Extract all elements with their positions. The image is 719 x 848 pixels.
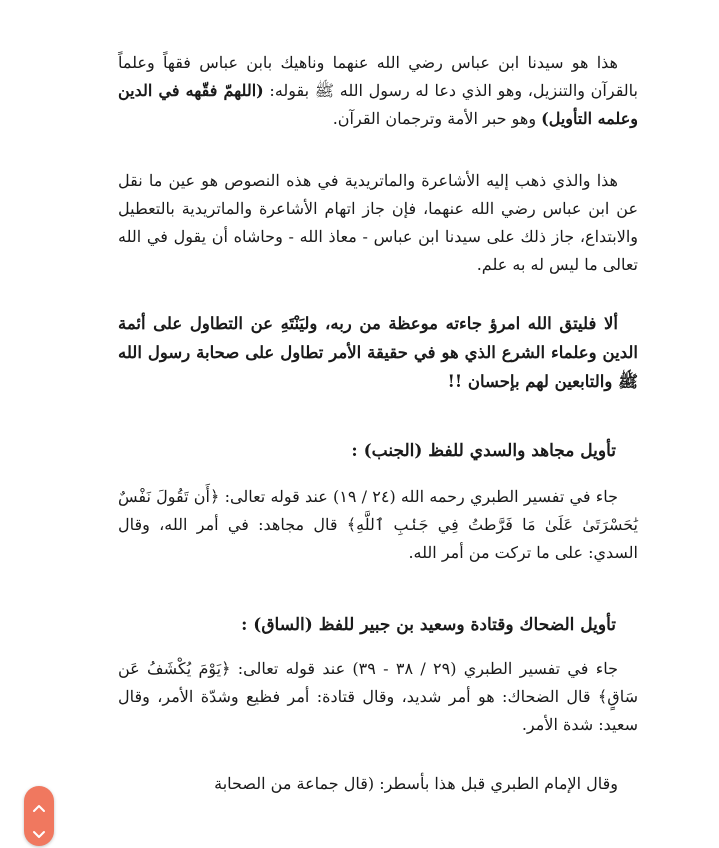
paragraph-3-text: ألا فليتق الله امرؤ جاءته موعظة من ربه، وليَنْتَهِ عن التطاول على أئمة الدين وعلماء الشرع الذي هو في حقيقة الأمر تطاول على صحابة رسول الله ﷺ والتابعين لهم بإحسان !! bbox=[118, 314, 638, 391]
paragraph-tabari-sahaba bbox=[118, 770, 638, 798]
heading-saq: تأويل الضحاك وقتادة وسعيد بن جبير للفظ (الساق) : bbox=[241, 615, 616, 635]
page-scroll-widget bbox=[24, 786, 54, 846]
paragraph-ashairah bbox=[118, 167, 638, 279]
chevron-up-icon bbox=[32, 803, 46, 813]
chevron-down-icon bbox=[32, 830, 46, 840]
paragraph-1 bbox=[118, 49, 638, 133]
paragraph-2-text: هذا والذي ذهب إليه الأشاعرة والماتريدية في هذه النصوص هو عين ما نقل عن ابن عباس رضي الله عنهما، فإن جاز اتهام الأشاعرة والماتريدية بالتعطيل والابتداع، جاز ذلك على سيدنا ابن عباس - معاذ الله - وحاشاه أن يقول في الله تعالى ما ليس له به علم. bbox=[118, 171, 638, 274]
heading-janb: تأويل مجاهد والسدي للفظ (الجنب) : bbox=[351, 441, 616, 461]
paragraph-tabari-saq bbox=[118, 655, 638, 739]
paragraph-ibn-abbas bbox=[118, 49, 638, 133]
paragraph-5 bbox=[118, 655, 638, 739]
section-saq bbox=[118, 611, 638, 639]
paragraph-2 bbox=[118, 167, 638, 279]
paragraph-4 bbox=[118, 483, 638, 567]
paragraph-tabari-janb bbox=[118, 483, 638, 567]
paragraph-6 bbox=[118, 770, 638, 798]
section-janb bbox=[118, 437, 638, 465]
paragraph-warning bbox=[118, 309, 638, 396]
paragraph-6-text: وقال الإمام الطبري قبل هذا بأسطر: (قال جماعة من الصحابة bbox=[214, 774, 618, 793]
paragraph-1-end: وهو حبر الأمة وترجمان القرآن. bbox=[332, 109, 542, 128]
scroll-up-button[interactable] bbox=[24, 795, 54, 821]
paragraph-3 bbox=[118, 309, 638, 396]
paragraph-5-text: جاء في تفسير الطبري (٢٩ / ٣٨ - ٣٩) عند قوله تعالى: ﴿يَوْمَ يُكْشَفُ عَن سَاقٍ﴾ قال الضحاك: هو أمر شديد، وقال قتادة: أمر فظيع وشدّة الأمر، وقال سعيد: شدة الأمر. bbox=[118, 659, 638, 734]
scroll-down-button[interactable] bbox=[24, 822, 54, 848]
paragraph-1-dua: (اللهمّ فقّهه في الدين وعلمه التأويل) bbox=[118, 81, 638, 128]
paragraph-4-text: جاء في تفسير الطبري رحمه الله (٢٤ / ١٩) عند قوله تعالى: ﴿أَن تَقُولَ نَفْسٌ يَٰحَسْرَتَىٰ عَلَىٰ مَا فَرَّطتُ فِي جَنۢبِ ٱللَّهِ﴾ قال مجاهد: في أمر الله، وقال السدي: على ما تركت من أمر الله. bbox=[118, 487, 638, 562]
paragraph-1-text: هذا هو سيدنا ابن عباس رضي الله عنهما وناهيك بابن عباس فقهاً وعلماً بالقرآن والتنزيل، وهو الذي دعا له رسول الله ﷺ بقوله: bbox=[118, 53, 638, 100]
